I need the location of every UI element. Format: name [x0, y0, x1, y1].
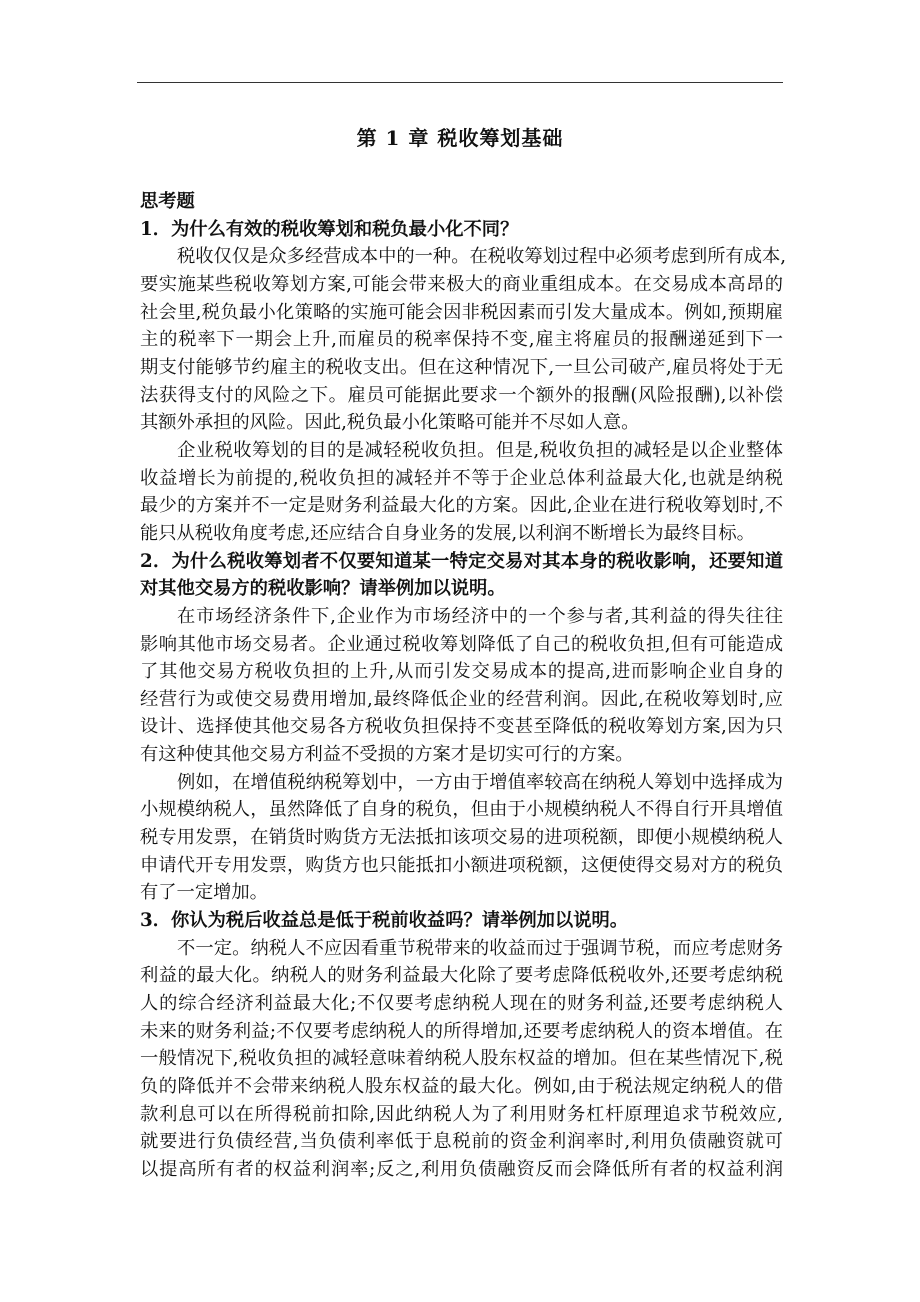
- question-heading: [140, 216, 783, 244]
- chapter-title: 第 1 章 税收筹划基础: [356, 126, 564, 150]
- text-line: 小规模纳税人，虽然降低了自身的税负，但由于小规模纳税人不得自行开具增值: [140, 799, 783, 821]
- question-heading: [140, 548, 783, 603]
- paragraph: [140, 769, 783, 907]
- text-line: 主的税率下一期会上升,而雇员的税率保持不变,雇主将雇员的报酬递延到下一: [140, 329, 783, 351]
- paragraph: [140, 935, 783, 1184]
- text-line: 经营行为或使交易费用增加,最终降低企业的经营利润。因此,在税收筹划时,应: [140, 688, 783, 710]
- text-line: 负的降低并不会带来纳税人股东权益的最大化。例如,由于税法规定纳税人的借: [140, 1076, 783, 1097]
- text-line: 设计、选择使其他交易各方税收负担保持不变甚至降低的税收筹划方案,因为只: [140, 716, 783, 738]
- text-line: 了其他交易方税收负担的上升,从而引发交易成本的提高,进而影响企业自身的: [140, 661, 783, 683]
- text-line: 1．为什么有效的税收筹划和税负最小化不同？: [140, 218, 519, 240]
- text-line: 思考题: [140, 191, 195, 212]
- text-line: 在市场经济条件下,企业作为市场经济中的一个参与者,其利益的得失往往: [177, 605, 783, 627]
- text-line: 例如，在增值税纳税筹划中，一方由于增值率较高在纳税人筹划中选择成为: [177, 771, 783, 793]
- text-line: 3．你认为税后收益总是低于税前收益吗？请举例加以说明。: [140, 910, 629, 932]
- text-line: 2．为什么税收筹划者不仅要知道某一特定交易对其本身的税收影响，还要知道: [140, 550, 783, 572]
- paragraph: [140, 243, 787, 437]
- text-line: 款利息可以在所得税前扣除,因此纳税人为了利用财务杠杆原理追求节税效应,: [140, 1103, 783, 1125]
- text-line: 法获得支付的风险之下。雇员可能据此要求一个额外的报酬(风险报酬),以补偿: [140, 384, 783, 406]
- text-line: 一般情况下,税收负担的减轻意味着纳税人股东权益的增加。但在某些情况下,税: [140, 1048, 783, 1070]
- text-line: 利益的最大化。纳税人的财务利益最大化除了要考虑降低税收外,还要考虑纳税: [140, 965, 783, 987]
- text-line: 不一定。纳税人不应因看重节税带来的收益而过于强调节税，而应考虑财务: [177, 937, 783, 959]
- header-rule: [137, 82, 783, 83]
- text-line: 影响其他市场交易者。企业通过税收筹划降低了自己的税收负担,但有可能造成: [140, 633, 783, 655]
- text-line: 期支付能够节约雇主的税收支出。但在这种情况下,一旦公司破产,雇员将处于无: [140, 356, 783, 378]
- text-line: 有了一定增加。: [140, 882, 268, 904]
- text-line: 收益增长为前提的,税收负担的减轻并不等于企业总体利益最大化,也就是纳税: [140, 467, 783, 489]
- text-line: 税收仅仅是众多经营成本中的一种。在税收筹划过程中必须考虑到所有成本,: [177, 246, 787, 268]
- question-heading: [140, 907, 783, 935]
- text-line: 最少的方案并不一定是财务利益最大化的方案。因此,企业在进行税收筹划时,不: [140, 495, 783, 517]
- text-line: 要实施某些税收筹划方案,可能会带来极大的商业重组成本。在交易成本高昂的: [140, 273, 783, 295]
- text-line: 企业税收筹划的目的是减轻税收负担。但是,税收负担的减轻是以企业整体: [177, 439, 783, 461]
- paragraph: [140, 603, 783, 769]
- text-line: 人的综合经济利益最大化;不仅要考虑纳税人现在的财务利益,还要考虑纳税人: [140, 993, 783, 1015]
- text-line: 未来的财务利益;不仅要考虑纳税人的所得增加,还要考虑纳税人的资本增值。在: [140, 1020, 783, 1042]
- text-line: 有这种使其他交易方利益不受损的方案才是切实可行的方案。: [140, 744, 634, 766]
- text-line: 申请代开专用发票，购货方也只能抵扣小额进项税额，这便使得交易对方的税负: [140, 854, 783, 876]
- paragraph: [140, 437, 783, 548]
- text-line: 税专用发票，在销货时购货方无法抵扣该项交易的进项税额，即便小规模纳税人: [140, 827, 783, 849]
- text-line: 以提高所有者的权益利润率;反之,利用负债融资反而会降低所有者的权益利润: [140, 1158, 783, 1180]
- text-line: 其额外承担的风险。因此,税负最小化策略可能并不尽如人意。: [140, 412, 640, 434]
- document-body: [140, 188, 787, 1184]
- text-line: 社会里,税负最小化策略的实施可能会因非税因素而引发大量成本。例如,预期雇: [140, 301, 783, 323]
- text-line: 对其他交易方的税收影响？请举例加以说明。: [140, 578, 506, 600]
- text-line: 能只从税收角度考虑,还应结合自身业务的发展,以利润不断增长为最终目标。: [140, 522, 755, 544]
- section-heading: [140, 188, 783, 216]
- text-line: 就要进行负债经营,当负债利率低于息税前的资金利润率时,利用负债融资就可: [140, 1131, 783, 1153]
